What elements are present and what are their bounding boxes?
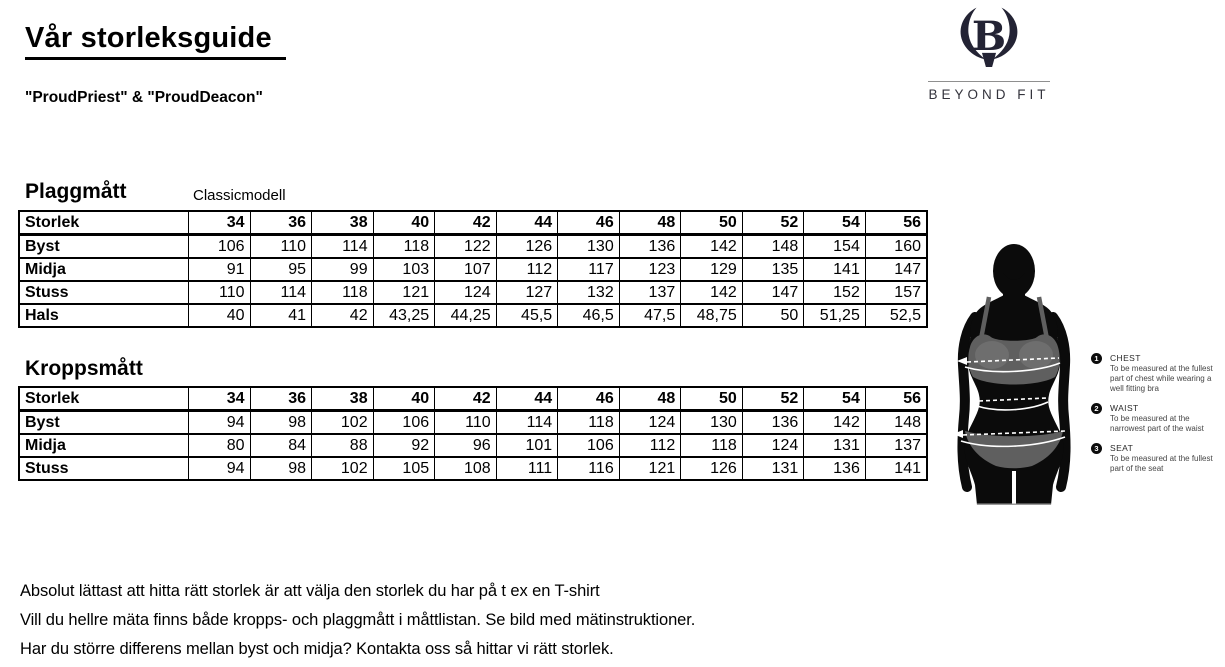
value-cell: 121 [619, 457, 681, 480]
size-header-cell: 36 [250, 211, 312, 235]
size-header-cell: 48 [619, 211, 681, 235]
value-cell: 135 [742, 258, 804, 281]
size-header-cell: 42 [435, 387, 497, 411]
value-cell: 92 [373, 434, 435, 457]
value-cell: 103 [373, 258, 435, 281]
page-subtitle: "ProudPriest" & "ProudDeacon" [25, 89, 263, 106]
size-header-cell: 50 [681, 387, 743, 411]
size-header-cell: 46 [558, 387, 620, 411]
value-cell: 157 [865, 281, 927, 304]
value-cell: 118 [373, 235, 435, 259]
value-cell: 148 [742, 235, 804, 259]
size-header-cell: 46 [558, 211, 620, 235]
value-cell: 114 [312, 235, 374, 259]
measure-row [19, 457, 927, 480]
value-cell: 106 [373, 411, 435, 435]
size-header-cell: 50 [681, 211, 743, 235]
value-cell: 114 [496, 411, 558, 435]
value-cell: 142 [804, 411, 866, 435]
value-cell: 117 [558, 258, 620, 281]
value-cell: 131 [804, 434, 866, 457]
value-cell: 98 [250, 457, 312, 480]
value-cell: 101 [496, 434, 558, 457]
value-cell: 130 [558, 235, 620, 259]
value-cell: 141 [804, 258, 866, 281]
value-cell: 123 [619, 258, 681, 281]
measure-row [19, 235, 927, 259]
value-cell: 148 [865, 411, 927, 435]
size-header-cell: 36 [250, 387, 312, 411]
beyond-fit-monogram-icon [950, 6, 1028, 78]
value-cell: 111 [496, 457, 558, 480]
value-cell: 114 [250, 281, 312, 304]
step-2-badge: 2 [1091, 403, 1102, 414]
footer-note-3: Har du större differens mellan byst och midja? Kontakta oss så hittar vi rätt storlek. [20, 640, 614, 658]
brand-logo [928, 6, 1050, 102]
footer-notes [20, 577, 695, 664]
value-cell: 94 [189, 411, 251, 435]
size-header-cell: 40 [373, 211, 435, 235]
size-header-row [19, 211, 927, 235]
value-cell: 137 [865, 434, 927, 457]
row-label-cell: Byst [19, 411, 189, 435]
size-header-cell: 40 [373, 387, 435, 411]
value-cell: 152 [804, 281, 866, 304]
value-cell: 124 [619, 411, 681, 435]
value-cell: 106 [189, 235, 251, 259]
size-header-cell: 42 [435, 211, 497, 235]
body-measurements-table [18, 386, 928, 481]
step-1-badge: 1 [1091, 353, 1102, 364]
footer-note-2: Vill du hellre mäta finns både kropps- och plaggmått i måttlistan. Se bild med mätinstruktioner. [20, 611, 696, 629]
value-cell: 52,5 [865, 304, 927, 327]
value-cell: 112 [619, 434, 681, 457]
value-cell: 127 [496, 281, 558, 304]
measure-row [19, 304, 927, 327]
size-header-cell: 56 [865, 211, 927, 235]
value-cell: 95 [250, 258, 312, 281]
value-cell: 80 [189, 434, 251, 457]
size-header-cell: 38 [312, 387, 374, 411]
logo-divider [928, 81, 1050, 82]
value-cell: 94 [189, 457, 251, 480]
size-header-cell: 38 [312, 211, 374, 235]
body-table-heading: Kroppsmått [25, 357, 143, 380]
size-header-cell: 48 [619, 387, 681, 411]
body-silhouette-icon [933, 235, 1083, 506]
value-cell: 131 [742, 457, 804, 480]
value-cell: 118 [558, 411, 620, 435]
value-cell: 110 [435, 411, 497, 435]
value-cell: 124 [742, 434, 804, 457]
value-cell: 99 [312, 258, 374, 281]
value-cell: 118 [681, 434, 743, 457]
value-cell: 154 [804, 235, 866, 259]
value-cell: 116 [558, 457, 620, 480]
value-cell: 136 [742, 411, 804, 435]
measure-row [19, 281, 927, 304]
value-cell: 130 [681, 411, 743, 435]
model-label: Classicmodell [193, 187, 286, 204]
measure-label-seat: SEAT [1110, 443, 1134, 453]
size-header-cell: 52 [742, 211, 804, 235]
row-label-cell: Midja [19, 434, 189, 457]
measure-label-waist: WAIST [1110, 403, 1139, 413]
value-cell: 98 [250, 411, 312, 435]
monogram-letter: B [971, 11, 1007, 60]
value-cell: 110 [189, 281, 251, 304]
size-header-cell: 44 [496, 387, 558, 411]
value-cell: 132 [558, 281, 620, 304]
value-cell: 46,5 [558, 304, 620, 327]
measure-description-seat: To be measured at the fullest part of the seat [1110, 454, 1213, 473]
measure-guide-item-waist [1091, 403, 1224, 434]
value-cell: 107 [435, 258, 497, 281]
value-cell: 124 [435, 281, 497, 304]
value-cell: 102 [312, 411, 374, 435]
size-header-cell: 52 [742, 387, 804, 411]
value-cell: 110 [250, 235, 312, 259]
brand-name: BEYOND FIT [928, 87, 1050, 102]
value-cell: 126 [496, 235, 558, 259]
value-cell: 48,75 [681, 304, 743, 327]
value-cell: 112 [496, 258, 558, 281]
size-header-cell: 44 [496, 211, 558, 235]
measure-description-waist: To be measured at the narrowest part of the waist [1110, 414, 1204, 433]
row-label-cell: Stuss [19, 281, 189, 304]
value-cell: 121 [373, 281, 435, 304]
measure-guide-item-chest [1091, 353, 1224, 394]
value-cell: 141 [865, 457, 927, 480]
garment-measurements-table [18, 210, 928, 328]
value-cell: 91 [189, 258, 251, 281]
size-header-cell: 54 [804, 387, 866, 411]
value-cell: 47,5 [619, 304, 681, 327]
garment-table-heading: Plaggmått [25, 180, 127, 203]
value-cell: 108 [435, 457, 497, 480]
step-3-badge: 3 [1091, 443, 1102, 454]
value-cell: 45,5 [496, 304, 558, 327]
value-cell: 129 [681, 258, 743, 281]
row-label-cell: Hals [19, 304, 189, 327]
value-cell: 147 [865, 258, 927, 281]
measure-description-chest: To be measured at the fullest part of chest while wearing a well fitting bra [1110, 364, 1213, 393]
measure-guide-item-seat [1091, 443, 1224, 474]
value-cell: 51,25 [804, 304, 866, 327]
value-cell: 88 [312, 434, 374, 457]
value-cell: 105 [373, 457, 435, 480]
header-label-cell: Storlek [19, 211, 189, 235]
value-cell: 160 [865, 235, 927, 259]
footer-note-1: Absolut lättast att hitta rätt storlek är att välja den storlek du har på t ex en T-shirt [20, 582, 600, 600]
size-header-cell: 54 [804, 211, 866, 235]
size-header-cell: 56 [865, 387, 927, 411]
value-cell: 137 [619, 281, 681, 304]
value-cell: 106 [558, 434, 620, 457]
row-label-cell: Midja [19, 258, 189, 281]
measure-row [19, 411, 927, 435]
page-title: Vår storleksguide [25, 22, 286, 60]
value-cell: 41 [250, 304, 312, 327]
size-header-row [19, 387, 927, 411]
measuring-instructions [1091, 353, 1224, 483]
measure-row [19, 434, 927, 457]
header-label-cell: Storlek [19, 387, 189, 411]
value-cell: 40 [189, 304, 251, 327]
value-cell: 44,25 [435, 304, 497, 327]
size-header-cell: 34 [189, 211, 251, 235]
row-label-cell: Byst [19, 235, 189, 259]
value-cell: 136 [804, 457, 866, 480]
measure-row [19, 258, 927, 281]
value-cell: 50 [742, 304, 804, 327]
size-header-cell: 34 [189, 387, 251, 411]
value-cell: 136 [619, 235, 681, 259]
value-cell: 142 [681, 235, 743, 259]
value-cell: 102 [312, 457, 374, 480]
value-cell: 122 [435, 235, 497, 259]
value-cell: 118 [312, 281, 374, 304]
value-cell: 147 [742, 281, 804, 304]
value-cell: 126 [681, 457, 743, 480]
value-cell: 96 [435, 434, 497, 457]
value-cell: 42 [312, 304, 374, 327]
value-cell: 43,25 [373, 304, 435, 327]
measure-label-chest: CHEST [1110, 353, 1141, 363]
value-cell: 84 [250, 434, 312, 457]
row-label-cell: Stuss [19, 457, 189, 480]
value-cell: 142 [681, 281, 743, 304]
